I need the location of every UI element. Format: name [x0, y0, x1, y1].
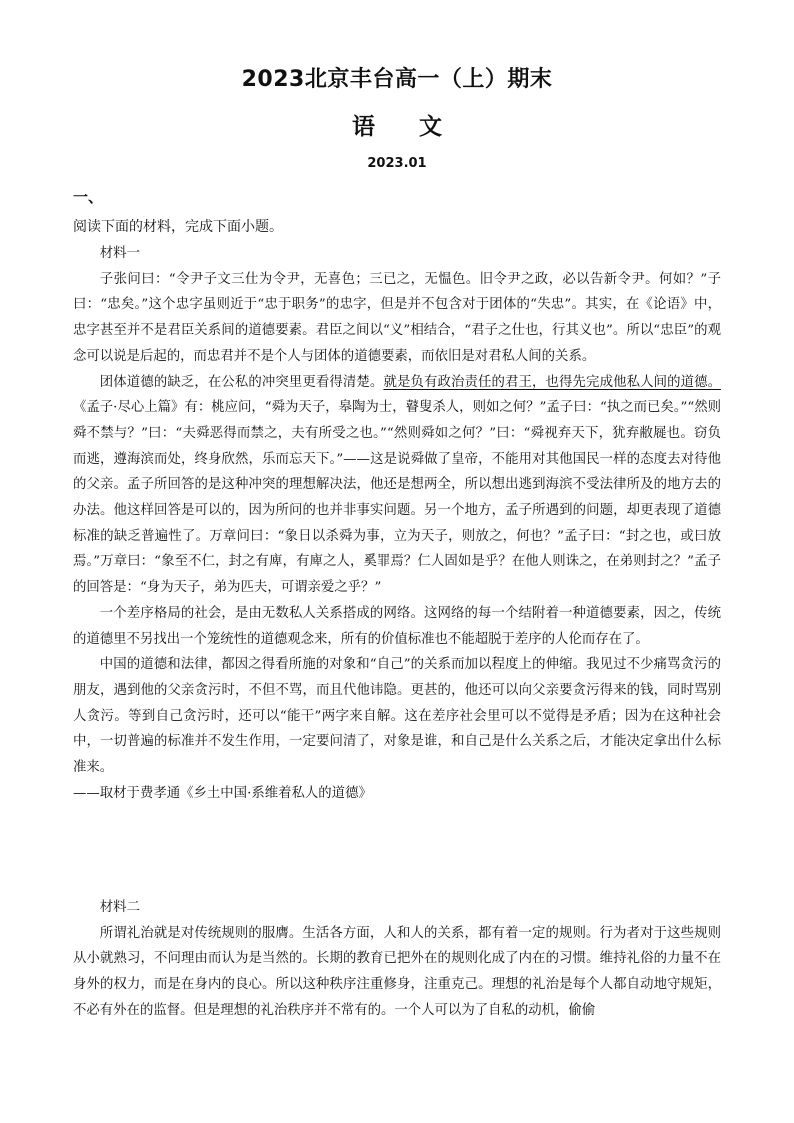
section-instruction: 阅读下面的材料，完成下面小题。	[73, 219, 283, 235]
material-one	[73, 241, 721, 806]
paragraph-text: 《孟子·尽心上篇》有：桃应问，“舜为天子，皋陶为士，瞽叟杀人，则如之何？”孟子曰：“执之而已矣。”“然则舜不禁与？”曰：“夫舜恶得而禁之，夫有所受之也。”“然则舜如之何？”曰：“舜视弃天下，犹弃敝屣也。窃负而逃，遵海滨而处，终身欣然，乐而忘天下。”——这是说舜做了皇帝，不能用对其他国民一样的态度去对待他的父亲。孟子所回答的是这种冲突的理想解决法，他还是想两全，所以想出逃到海滨不受法律所及的地方去的办法。他这样回答是可以的，因为所问的也并非事实问题。另一个地方，孟子所遇到的问题，却更表现了道德标准的缺乏普遍性了。万章问曰：“象日以杀舜为事，立为天子，则放之，何也？”孟子曰：“封之也，或曰放焉。”万章曰：“象至不仁，封之有庳，有庳之人，奚罪焉？仁人固如是乎？在他人则诛之，在弟则封之？”孟子的回答是：“身为天子，弟为匹夫，可谓亲爱之乎？”	[73, 400, 721, 596]
exam-date: 2023.01	[367, 156, 427, 171]
subject-title: 语文	[352, 113, 486, 140]
material-one-paragraph-3: 一个差序格局的社会，是由无数私人关系搭成的网络。这网络的每一个结附着一种道德要素，因之，传统的道德里不另找出一个笼统性的道德观念来，所有的价值标准也不能超脱于差序的人伦而存在了。	[73, 605, 721, 647]
underlined-sentence: 就是负有政治责任的君王，也得先完成他私人间的道德。	[383, 374, 722, 390]
paragraph-text: 团体道德的缺乏，在公私的冲突里更看得清楚。	[99, 374, 384, 390]
material-one-paragraph-2	[73, 370, 721, 601]
material-one-source: ——取材于费孝通《乡土中国·系维着私人的道德》	[73, 785, 372, 801]
material-one-paragraph-4: 中国的道德和法律，都因之得看所施的对象和“自己”的关系而加以程度上的伸缩。我见过不少痛骂贪污的朋友，遇到他的父亲贪污时，不但不骂，而且代他讳隐。更甚的，他还可以向父亲要贪污得来的钱，同时骂别人贪污。等到自己贪污时，还可以“能干”两字来自解。这在差序社会里可以不觉得是矛盾；因为在这种社会中，一切普遍的标准并不发生作用，一定要问清了，对象是谁，和自己是什么关系之后，才能决定拿出什么标准来。	[73, 657, 721, 776]
section-number: 一、	[73, 188, 104, 206]
material-two-paragraph-1: 所谓礼治就是对传统规则的服膺。生活各方面，人和人的关系，都有着一定的规则。行为者对于这些规则从小就熟习，不问理由而认为是当然的。长期的教育已把外在的规则化成了内在的习惯。维持礼俗的力量不在身外的权力，而是在身内的良心。所以这种秩序注重修身，注重克己。理想的礼治是每个人都自动地守规矩，不必有外在的监督。但是理想的礼治秩序并不常有的。一个人可以为了自私的动机，偷偷	[73, 925, 721, 1018]
material-two	[73, 895, 721, 1024]
material-one-paragraph-1: 子张问曰：“令尹子文三仕为令尹，无喜色；三已之，无愠色。旧令尹之政，必以告新令尹。何如？”子曰：“忠矣。”这个忠字虽则近于“忠于职务”的忠字，但是并不包含对于团体的“失忠”。其实，在《论语》中，忠字甚至并不是君臣关系间的道德要素。君臣之间以“义”相结合，“君子之仕也，行其义也”。所以“忠臣”的观念可以说是后起的，而忠君并不是个人与团体的道德要素，而依旧是对君私人间的关系。	[73, 271, 721, 364]
material-two-label: 材料二	[99, 900, 140, 915]
exam-title: 2023北京丰台高一（上）期末	[241, 67, 553, 92]
material-one-label: 材料一	[99, 246, 140, 261]
